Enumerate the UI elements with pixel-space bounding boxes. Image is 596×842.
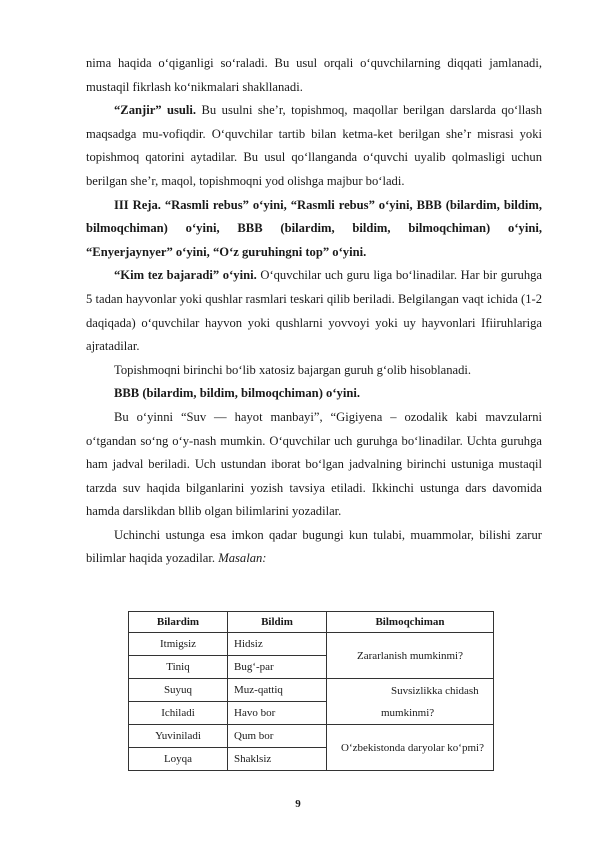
merged-line-1: Suvsizlikka chidash bbox=[391, 684, 479, 697]
header-bildim: Bildim bbox=[228, 612, 327, 633]
zanjir-text: Bu usulni she’r, topishmoq, maqollar berilgan darslarda qo‘llash maqsadga mu-vofiqdir. O‘quvchilar tartib bilan ketma-ket berilgan she’r misrasi yoki topishmoq qatorini aytadilar. Bu usul qo‘llanganda o‘quvchi uyalib qolmasligi uchun berilgan she’r, maqol, topishmoqni yod olishga majbur bo‘ladi. bbox=[86, 103, 542, 188]
table-cell: Bug‘-par bbox=[228, 656, 327, 679]
table-cell: Qum bor bbox=[228, 725, 327, 748]
plan-heading: III Reja. “Rasmli rebus” o‘yini, “Rasmli rebus” o‘yini, BBB (bilardim, bildim, bilmoqchiman) o‘yini, BBB (bilardim, bildim, bilmoqchiman) o‘yini, “Enyerjaynyer” o‘yini, “O‘z guruhingni top” o‘yini. bbox=[86, 197, 542, 259]
merged-cell-daryolar: O‘zbekistonda daryolar ko‘pmi? bbox=[327, 725, 494, 771]
paragraph-plan bbox=[86, 194, 542, 265]
paragraph-third-column bbox=[86, 524, 542, 571]
paragraph-kim-tez bbox=[86, 264, 542, 358]
table-row bbox=[129, 633, 494, 656]
header-bilardim: Bilardim bbox=[129, 612, 228, 633]
merged-line-2: mumkinmi? bbox=[381, 706, 435, 719]
zanjir-heading: “Zanjir” usuli. bbox=[114, 103, 197, 118]
table-cell: Loyqa bbox=[129, 748, 228, 771]
table-row bbox=[129, 679, 494, 702]
table-cell: Itmigsiz bbox=[129, 633, 228, 656]
paragraph-bbb-text: Bu o‘yinni “Suv — hayot manbayi”, “Gigiyena – ozodalik kabi mavzularni o‘tgandan so‘ng o‘y-nash mumkin. O‘quvchilar uch guruhga bo‘linadilar. Uchta guruhga ham jadval beriladi. Uch ustundan iborat bo‘lgan jadvalning birinchi ustuniga mustaqil tarzda suv haqida bilganlarini yozish tavsiya etiladi. Ikkinchi ustunga dars davomida hamda darslikdan bllib olgan bilimlarini yozadilar. bbox=[86, 409, 542, 519]
table-row bbox=[129, 725, 494, 748]
table-cell: Tiniq bbox=[129, 656, 228, 679]
paragraph-intro: nima haqida o‘qiganligi so‘raladi. Bu usul orqali o‘quvchilarning diqqati jamlanadi, mustaqil fikrlash ko‘nikmalari shakllanadi. bbox=[86, 56, 542, 94]
table-cell: Shaklsiz bbox=[228, 748, 327, 771]
table-header-row bbox=[129, 612, 494, 633]
page-number: 9 bbox=[295, 798, 301, 810]
bbb-heading: BBB (bilardim, bildim, bilmoqchiman) o‘yini. bbox=[114, 386, 360, 401]
kim-tez-heading: “Kim tez bajaradi” o‘yini. bbox=[114, 268, 257, 283]
paragraph-zanjir bbox=[86, 99, 542, 193]
table-cell: Ichiladi bbox=[129, 702, 228, 725]
example-label: Masalan: bbox=[218, 551, 267, 566]
table-cell: Yuviniladi bbox=[129, 725, 228, 748]
table-cell: Muz-qattiq bbox=[228, 679, 327, 702]
merged-cell-zararlanish: Zararlanish mumkinmi? bbox=[327, 633, 494, 679]
table-cell: Havo bor bbox=[228, 702, 327, 725]
paragraph-winner: Topishmoqni birinchi bo‘lib xatosiz bajargan guruh g‘olib hisoblanadi. bbox=[114, 362, 472, 377]
kim-tez-text: O‘quvchilar uch guru liga bo‘linadilar. Har bir guruhga 5 tadan hayvonlar yoki qushlar rasmlari teskari qilib beriladi. Belgilangan vaqt ichida (1-2 daqiqada) o‘quvchilar hayvon yoki qushlarni yovvoyi yoki uy hayvonlari Ifiiruhlariga ajratadilar. bbox=[86, 268, 542, 354]
bbb-table bbox=[128, 611, 494, 771]
third-column-text: Uchinchi ustunga esa imkon qadar bugungi kun tulabi, muammolar, bilishi zarur bilimlar haqida yozadilar. bbox=[86, 527, 542, 566]
document-body bbox=[86, 52, 542, 571]
table-cell: Suyuq bbox=[129, 679, 228, 702]
merged-cell-suvsizlik bbox=[327, 679, 494, 725]
header-bilmoqchiman: Bilmoqchiman bbox=[327, 612, 494, 633]
paragraph-bbb-heading bbox=[86, 382, 542, 406]
table-cell: Hidsiz bbox=[228, 633, 327, 656]
